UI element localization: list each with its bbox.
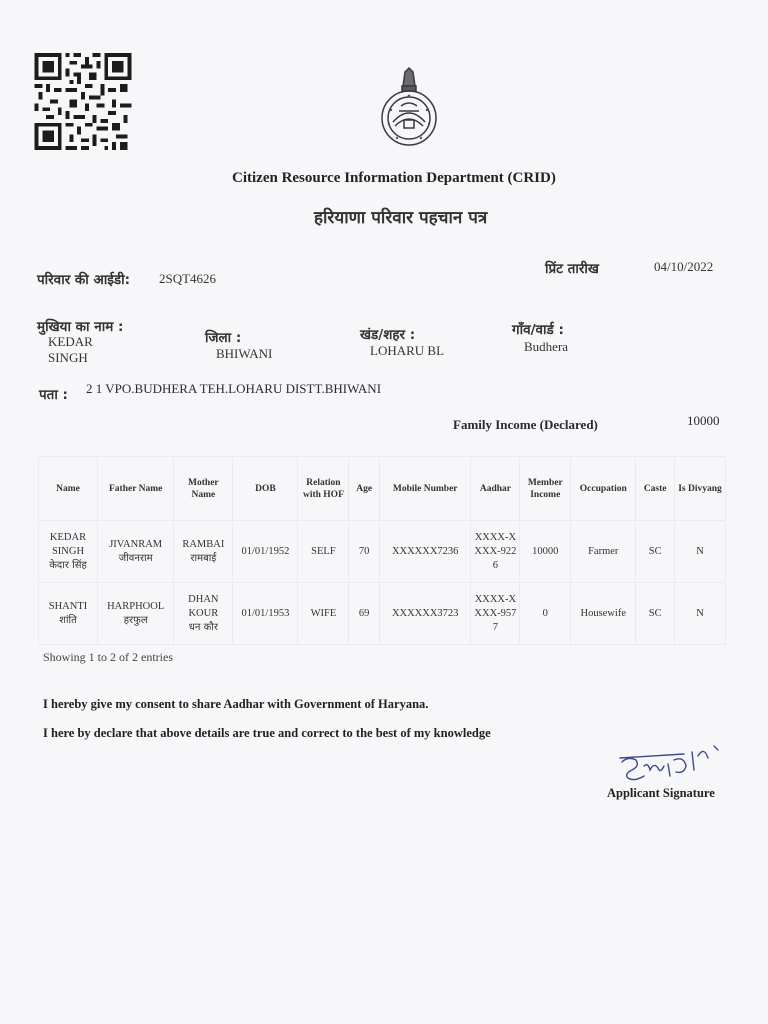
col-father-name: Father Name	[98, 457, 174, 521]
col-mother-name: Mother Name	[174, 457, 233, 521]
village-value: Budhera	[524, 339, 569, 354]
address-label: पता :	[39, 387, 68, 403]
cell-mobile: XXXXXX7236	[379, 521, 471, 583]
cell-father: JIVANRAM जीवनराम	[98, 521, 174, 583]
block-label: खंड/शहर :	[360, 327, 416, 343]
cell-member-income: 10000	[520, 521, 571, 583]
cell-name: SHANTI शांति	[39, 583, 98, 645]
table-row	[39, 521, 726, 583]
cell-relation: SELF	[298, 521, 349, 583]
print-date-value: 04/10/2022	[654, 259, 714, 274]
village-label: गाँव/वार्ड :	[512, 322, 564, 338]
cell-dob: 01/01/1952	[233, 521, 298, 583]
document-title: हरियाणा परिवार पहचान पत्र	[314, 208, 488, 228]
cell-mother: DHAN KOUR धन कौर	[174, 583, 233, 645]
cell-age: 70	[349, 521, 380, 583]
cell-member-income: 0	[520, 583, 571, 645]
cell-mobile: XXXXXX3723	[379, 583, 471, 645]
cell-occupation: Housewife	[571, 583, 636, 645]
col-name: Name	[39, 457, 98, 521]
family-income-value: 10000	[687, 413, 720, 428]
family-id-label: परिवार की आईडी:	[37, 272, 131, 288]
col-relation: Relation with HOF	[298, 457, 349, 521]
district-label: जिला :	[205, 330, 242, 346]
cell-aadhar: XXXX-XXXX-9577	[471, 583, 520, 645]
cell-name: KEDAR SINGH केदार सिंह	[39, 521, 98, 583]
cell-father: HARPHOOL हरफुल	[98, 583, 174, 645]
cell-age: 69	[349, 583, 380, 645]
col-member-income: Member Income	[520, 457, 571, 521]
family-income-label: Family Income (Declared)	[453, 417, 598, 432]
applicant-signature-image	[614, 740, 744, 790]
col-caste: Caste	[636, 457, 675, 521]
cell-caste: SC	[636, 521, 675, 583]
cell-occupation: Farmer	[571, 521, 636, 583]
cell-caste: SC	[636, 583, 675, 645]
applicant-signature-label: Applicant Signature	[607, 786, 715, 800]
col-age: Age	[349, 457, 380, 521]
col-occupation: Occupation	[571, 457, 636, 521]
cell-mother: RAMBAI रामबाई	[174, 521, 233, 583]
cell-divyang: N	[675, 583, 726, 645]
col-mobile: Mobile Number	[379, 457, 471, 521]
table-entries-info: Showing 1 to 2 of 2 entries	[43, 650, 173, 664]
col-aadhar: Aadhar	[471, 457, 520, 521]
print-date-label: प्रिंट तारीख	[545, 261, 599, 277]
address-value: 2 1 VPO.BUDHERA TEH.LOHARU DISTT.BHIWANI	[86, 381, 382, 396]
district-value: BHIWANI	[216, 346, 273, 361]
table-header-row	[39, 457, 726, 521]
department-title: Citizen Resource Information Department (CRID)	[232, 170, 556, 186]
cell-relation: WIFE	[298, 583, 349, 645]
col-divyang: Is Divyang	[675, 457, 726, 521]
qr-code-icon	[33, 53, 133, 150]
cell-aadhar: XXXX-XXXX-9226	[471, 521, 520, 583]
head-name-label: मुखिया का नाम :	[37, 319, 124, 335]
col-dob: DOB	[233, 457, 298, 521]
family-id-value: 2SQT4626	[159, 271, 217, 286]
head-name-value: KEDAR SINGH	[48, 334, 93, 365]
cell-divyang: N	[675, 521, 726, 583]
cell-dob: 01/01/1953	[233, 583, 298, 645]
block-value: LOHARU BL	[370, 343, 445, 358]
declaration-statement: I here by declare that above details are true and correct to the best of my knowledge	[43, 726, 491, 740]
consent-statement: I hereby give my consent to share Aadhar with Government of Haryana.	[43, 697, 429, 711]
haryana-emblem-icon	[377, 66, 441, 150]
members-table	[38, 456, 726, 645]
table-row	[39, 583, 726, 645]
